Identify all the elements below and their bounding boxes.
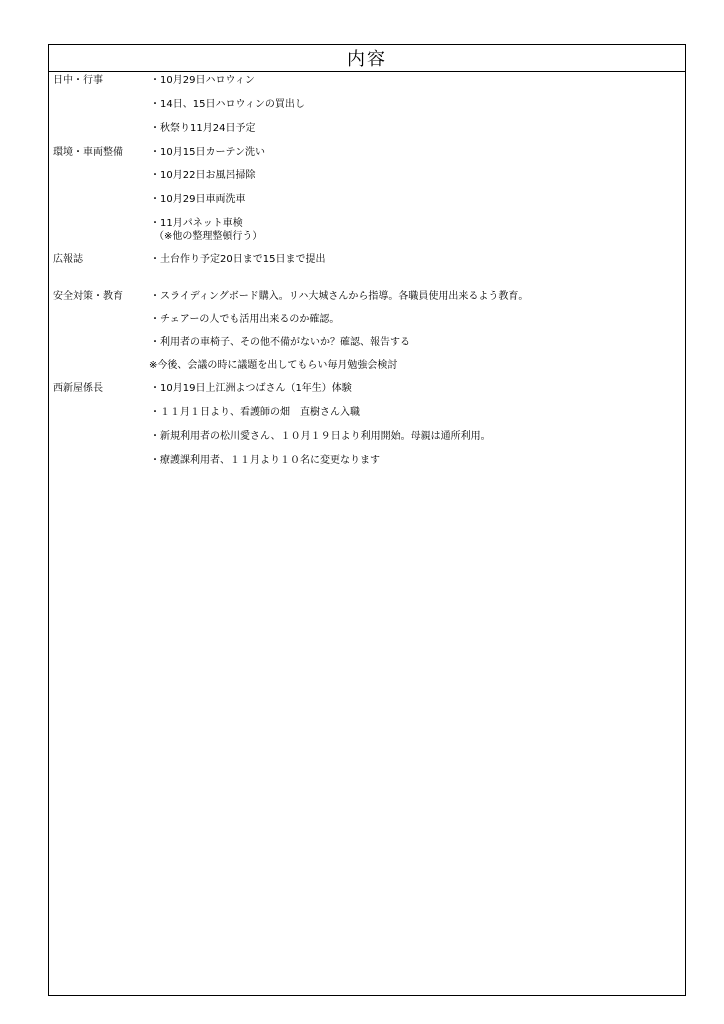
- list-item: ・チェアーの人でも活用出来るのか確認。: [150, 314, 340, 325]
- list-item: ・10月22日お風呂掃除: [150, 170, 256, 181]
- list-item: ・スライディングボード購入。リハ大城さんから指導。各職員使用出来るよう教育。: [150, 291, 529, 302]
- category-label: 日中・行事: [53, 75, 103, 86]
- list-item: ・10月29日ハロウィン: [150, 75, 255, 86]
- list-item: ・秋祭り11月24日予定: [150, 123, 256, 134]
- list-item: ・土台作り予定20日まで15日まで提出: [150, 254, 326, 265]
- list-item: ・10月19日上江洲よつばさん（1年生）体験: [150, 383, 352, 394]
- list-item: ・１１月１日より、看護師の畑 直樹さん入職: [150, 407, 360, 418]
- list-item: ・10月15日カーテン洗い: [150, 147, 265, 158]
- item-text: ・11月パネット車検: [150, 218, 243, 229]
- item-note: （※他の整理整頓行う）: [154, 231, 263, 242]
- category-label: 西新屋係長: [53, 383, 103, 394]
- list-item: ・新規利用者の松川愛さん、１０月１９日より利用開始。母親は通所利用。: [150, 431, 491, 442]
- page-title: 内容: [347, 49, 387, 70]
- content-table: [48, 44, 686, 996]
- list-item: ・14日、15日ハロウィンの買出し: [150, 99, 305, 110]
- list-item: [150, 217, 262, 243]
- list-item: ・利用者の車椅子、その他不備がないか？確認、報告する: [150, 337, 410, 348]
- category-label: 広報誌: [53, 254, 83, 265]
- category-label: 安全対策・教育: [53, 291, 123, 302]
- list-item: ・10月29日車両洗車: [150, 194, 246, 205]
- section-note: ※今後、会議の時に議題を出してもらい毎月勉強会検討: [149, 360, 398, 371]
- category-label: 環境・車両整備: [53, 147, 123, 158]
- title-header: [49, 45, 685, 72]
- list-item: ・療護課利用者、１１月より１０名に変更なります: [150, 455, 380, 466]
